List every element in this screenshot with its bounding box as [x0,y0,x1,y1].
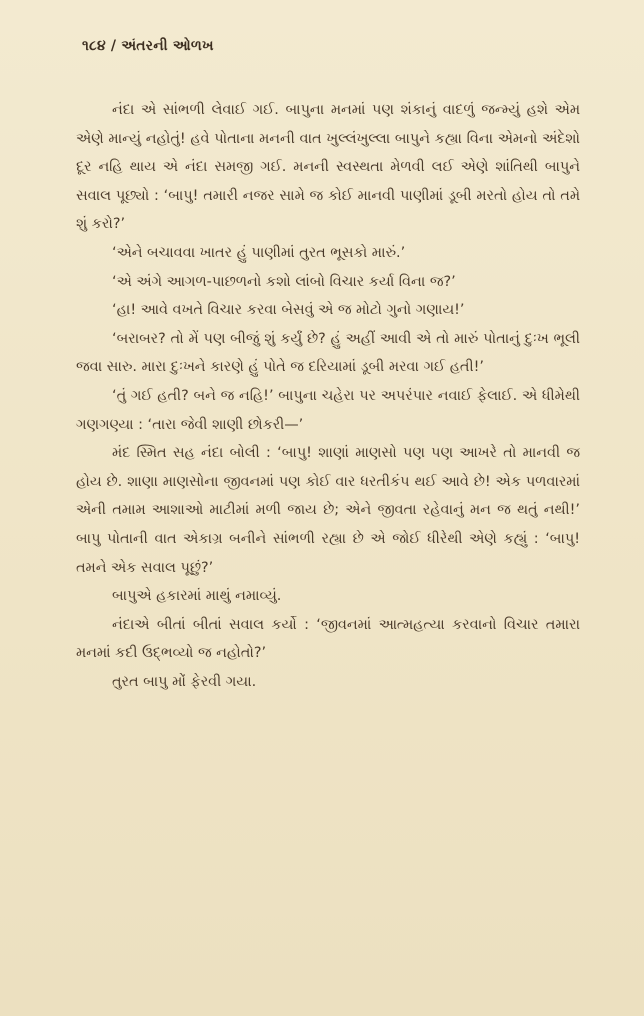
paragraph: નંદા એ સાંભળી લેવાઈ ગઈ. બાપુના મનમાં પણ શંકાનું વાદળું જન્મ્યું હશે એમ એણે માન્યું નહોતું! હવે પોતાના મનની વાત ખુલ્લંખુલ્લા બાપુને કહ્યા વિના એમનો અંદેશો દૂર નહિ થાય એ નંદા સમજી ગઈ. મનની સ્વસ્થતા મેળવી લઈ એણે શાંતિથી બાપુને સવાલ પૂછ્યો : ‘બાપુ! તમારી નજર સામે જ કોઈ માનવી પાણીમાં ડૂબી મરતો હોય તો તમે શું કરો?’ [76,102,580,233]
paragraph: ‘બરાબર? તો મેં પણ બીજું શું કર્યું છે? હું અહીં આવી એ તો મારું પોતાનું દુઃખ ભૂલી જવા સારુ. મારા દુઃખને કારણે હું પોતે જ દરિયામાં ડૂબી મરવા ગઈ હતી!’ [76,330,580,376]
paragraph: તુરત બાપુ મોં ફેરવી ગયા. [112,673,257,690]
paragraph: નંદાએ બીતાં બીતાં સવાલ કર્યો : ‘જીવનમાં આત્મહત્યા કરવાનો વિચાર તમારા મનમાં કદી ઉદ્ભવ્યો જ નહોતો?’ [76,616,580,662]
paragraph: ‘એને બચાવવા ખાતર હું પાણીમાં તુરત ભૂસકો મારું.’ [112,244,406,261]
body-text [76,96,580,696]
paragraph: બાપુએ હકારમાં માથું નમાવ્યું. [112,588,282,605]
paragraph: ‘એ અંગે આગળ-પાછળનો કશો લાંબો વિચાર કર્યા વિના જ?’ [112,273,456,290]
header-separator: / [105,38,122,54]
paragraph: મંદ સ્મિત સહ નંદા બોલી : ‘બાપુ! શાણાં માણસો પણ પણ આખરે તો માનવી જ હોય છે. શાણા માણસોના જીવનમાં પણ કોઈ વાર ધરતીકંપ થઈ આવે છે! એક પળવારમાં એની તમામ આશાઓ માટીમાં મળી જાય છે; એને જીવતા રહેવાનું મન જ થતું નથી!’ બાપુ પોતાની વાત એકાગ્ર બનીને સાંભળી રહ્યા છે એ જોઈ ધીરેથી એણે કહ્યું : ‘બાપુ! તમને એક સવાલ પૂછું?’ [76,445,580,576]
paragraph: ‘હા! આવે વખતે વિચાર કરવા બેસવું એ જ મોટો ગુનો ગણાય!’ [112,302,465,319]
book-title: અંતરની ઓળખ [121,38,214,54]
running-header [82,38,214,54]
page-number: ૧૮૪ [82,38,106,54]
paragraph: ‘તું ગઈ હતી? બને જ નહિ!’ બાપુના ચહેરા પર અપરંપાર નવાઈ ફેલાઈ. એ ધીમેથી ગણગણ્યા : ‘તારા જેવી શાણી છોકરી—’ [76,387,580,433]
